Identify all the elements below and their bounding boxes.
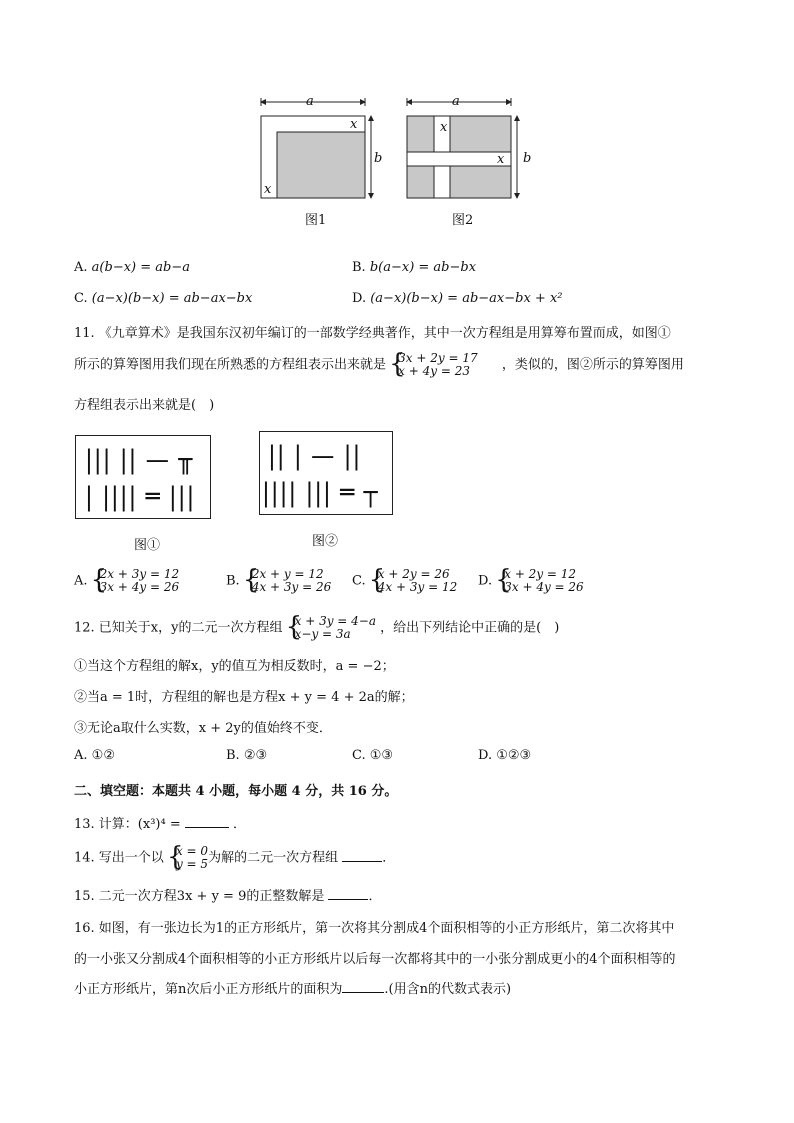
q14-end: ． [382, 850, 396, 866]
q12-option-d[interactable] [478, 748, 531, 763]
q16-answer-blank[interactable] [342, 979, 384, 993]
fig2-x-top-label: x [440, 120, 448, 135]
option-eq2: 4x + 3y = 26 [251, 580, 332, 594]
fig2-caption: 图2 [452, 213, 474, 228]
q12-option-b[interactable] [226, 748, 267, 763]
q14-solution-system [168, 845, 208, 871]
q14-eq1: { x = 0 [175, 844, 209, 858]
q11-line-2 [74, 352, 684, 378]
q12-conclusion-3: ③无论a取什么实数，x + 2y的值始终不变． [74, 721, 332, 736]
figure-1 [261, 98, 371, 198]
q12-text-pre: 12. 已知关于x，y的二元一次方程组 [74, 620, 283, 636]
fig1-x-top-label: x [350, 117, 358, 132]
rod-figure-1-row-1: ||| || — ╥ [85, 445, 194, 475]
option-eq1: { x + 2y = 12 [504, 567, 577, 581]
rod-figure-1-row-2: | |||| ═ ||| [85, 482, 196, 512]
fig2-x-right-label: x [497, 152, 505, 167]
option-eq2: 3x + 4y = 26 [99, 580, 180, 594]
q13-answer-blank[interactable] [185, 814, 229, 828]
option-system [244, 568, 331, 594]
q12-eq2: x−y = 3a [294, 627, 351, 641]
option-eq2: 3x + 4y = 26 [504, 580, 584, 594]
q12-conclusion-1: ①当这个方程组的解x，y的值互为相反数时，a = −2； [74, 659, 395, 674]
fig1-a-label: a [306, 94, 314, 109]
q15 [74, 885, 382, 904]
option-expression: a(b−x) = ab−a [91, 260, 190, 275]
rod-figure-1-caption: 图① [134, 538, 161, 553]
option-letter: C. [352, 748, 366, 763]
q13 [74, 813, 246, 832]
option-eq1: { 2x + y = 12 [251, 567, 324, 581]
option-system [496, 568, 583, 594]
q12-stem [74, 615, 559, 641]
option-letter: A. [74, 748, 88, 763]
option-expression: (a−x)(b−x) = ab−ax−bx [91, 291, 253, 306]
q12-conclusion-2: ②当a = 1时，方程组的解也是方程x + y = 4 + 2a的解； [74, 690, 414, 705]
q11-option-a[interactable] [74, 568, 179, 594]
q16-line-2: 的一小张又分割成4个面积相等的小正方形纸片以后每一次都将其中的一小张分割成更小的4个面积相等的 [74, 952, 676, 967]
q12-eq1: { x + 3y = 4−a [294, 614, 377, 628]
option-letter: C. [74, 291, 88, 306]
q15-end: ． [368, 889, 382, 904]
q10-option-c[interactable] [74, 291, 252, 306]
option-expression: (a−x)(b−x) = ab−ax−bx + x² [370, 291, 563, 306]
rod-figure-2-caption: 图② [312, 534, 339, 549]
section-2-title: 二、填空题：本题共 4 小题，每小题 4 分，共 16 分。 [74, 784, 398, 799]
option-eq1: { x + 2y = 26 [377, 567, 450, 581]
option-eq1: { 2x + 3y = 12 [99, 567, 180, 581]
option-letter: B. [226, 748, 240, 763]
q11-eq2: x + 4y = 23 [398, 364, 470, 378]
q14-text-post: 为解的二元一次方程组 [208, 850, 339, 866]
option-letter: D. [478, 748, 493, 763]
q11-equation-system [390, 352, 477, 378]
fig1-x-bottom-label: x [264, 182, 272, 197]
q16-text-post: .(用含n的代数式表示) [384, 982, 512, 997]
q11-line-1: 11. 《九章算术》是我国东汉初年编订的一部数学经典著作，其中一次方程组是用算筹布置而成，如图① [74, 326, 671, 341]
option-letter: B. [352, 260, 366, 275]
rod-figure-2-row-1: || | — || [268, 441, 362, 471]
option-text: ①③ [369, 748, 394, 763]
q10-option-b[interactable] [352, 260, 476, 275]
q14-eq2: y = 5 [175, 857, 209, 871]
figure-2 [407, 98, 517, 198]
q15-answer-blank[interactable] [328, 886, 368, 900]
q11-eq1: { 3x + 2y = 17 [398, 351, 478, 365]
fig2-b-label: b [523, 151, 532, 166]
option-text: ①②③ [496, 748, 532, 763]
q15-text: 15. 二元一次方程3x + y = 9的正整数解是 [74, 889, 325, 904]
q16-text-pre: 小正方形纸片，第n次后小正方形纸片的面积为 [74, 982, 343, 997]
q11-option-b[interactable] [226, 568, 331, 594]
q11-line-3: 方程组表示出来就是( ) [74, 398, 215, 413]
option-letter: A. [74, 573, 88, 589]
option-system [92, 568, 179, 594]
q14-text-pre: 14. 写出一个以 [74, 850, 164, 866]
q10-option-a[interactable] [74, 260, 190, 275]
q11-text-post: ，类似的，图②所示的算筹图用 [501, 357, 684, 373]
q11-option-d[interactable] [478, 568, 584, 594]
option-expression: b(a−x) = ab−bx [369, 260, 477, 275]
option-text: ②③ [243, 748, 268, 763]
q16-line-1: 16. 如图，有一张边长为1的正方形纸片，第一次将其分割成4个面积相等的小正方形纸片，第二次将其中 [74, 921, 675, 936]
fig1-caption: 图1 [305, 213, 327, 228]
option-letter: D. [352, 291, 367, 306]
q13-text: 13. 计算：(x³)⁴ = [74, 817, 181, 832]
option-eq2: 4x + 3y = 12 [377, 580, 458, 594]
fig2-a-label: a [452, 94, 460, 109]
q13-end: ． [233, 817, 247, 832]
option-letter: B. [226, 573, 240, 589]
q12-text-post: ，给出下列结论中正确的是( ) [380, 620, 560, 636]
option-letter: D. [478, 573, 493, 589]
q12-option-c[interactable] [352, 748, 393, 763]
q12-option-a[interactable] [74, 748, 115, 763]
fig1-b-label: b [374, 151, 383, 166]
option-letter: A. [74, 260, 88, 275]
q14 [74, 845, 395, 871]
option-system [370, 568, 457, 594]
option-letter: C. [352, 573, 366, 589]
q16-line-3 [74, 978, 511, 997]
q14-answer-blank[interactable] [342, 848, 382, 862]
option-text: ①② [91, 748, 115, 763]
rod-figure-2-row-2: |||| ||| ═ ┬ [262, 478, 379, 508]
q11-text-pre: 所示的算筹图用我们现在所熟悉的方程组表示出来就是 [74, 357, 387, 373]
q10-option-d[interactable] [352, 291, 563, 306]
q12-equation-system [287, 615, 376, 641]
q11-option-c[interactable] [352, 568, 457, 594]
